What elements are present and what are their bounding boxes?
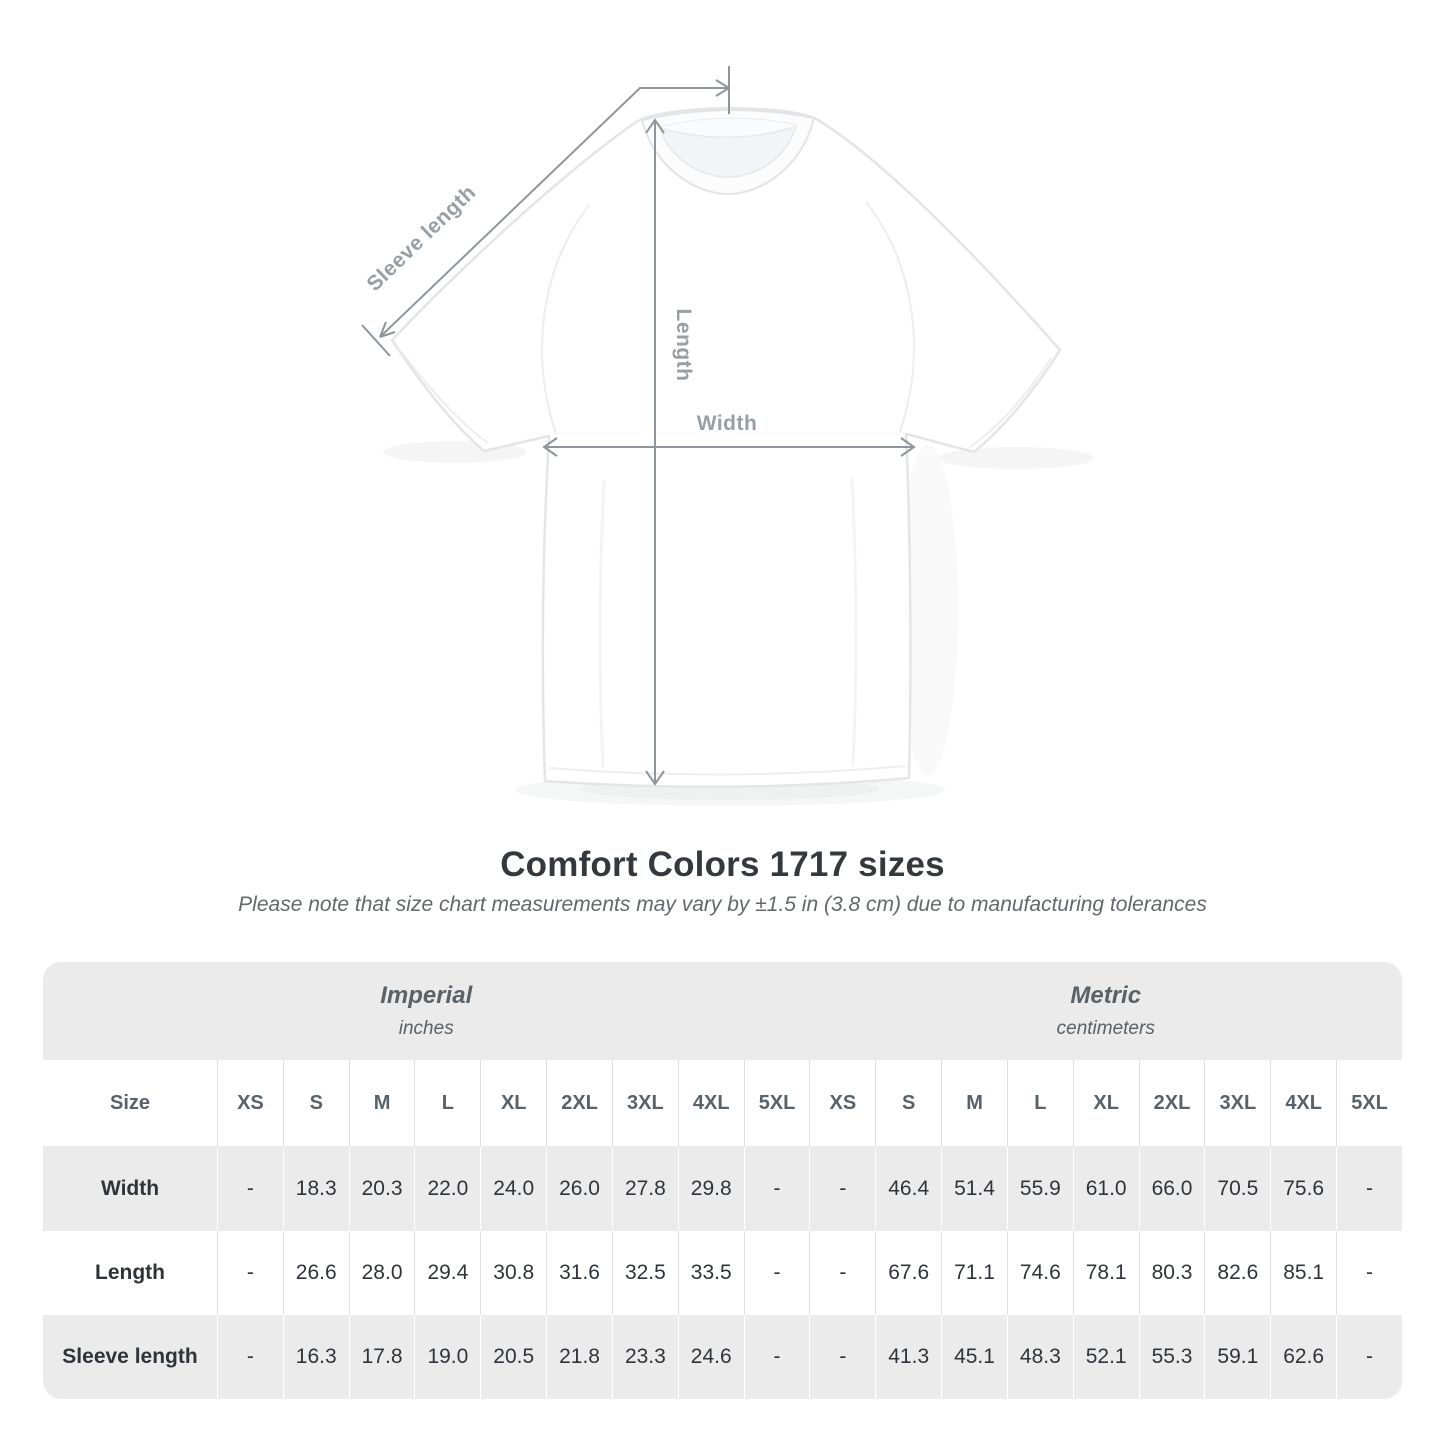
value-cell: 17.8 xyxy=(349,1315,415,1399)
size-col-header: XL xyxy=(1073,1060,1139,1146)
value-cell: 23.3 xyxy=(612,1315,678,1399)
value-cell: - xyxy=(809,1146,875,1231)
metric-unit: centimeters xyxy=(1056,1017,1155,1039)
page-title: Comfort Colors 1717 sizes xyxy=(500,845,945,884)
size-chart-table xyxy=(43,962,1402,1399)
sleeve-length-label: Sleeve length xyxy=(362,180,481,296)
size-col-header: XL xyxy=(480,1060,546,1146)
size-col-header: 4XL xyxy=(678,1060,744,1146)
value-cell: 48.3 xyxy=(1007,1315,1073,1399)
value-cell: 71.1 xyxy=(941,1231,1007,1315)
value-cell: 52.1 xyxy=(1073,1315,1139,1399)
value-cell: 80.3 xyxy=(1139,1231,1205,1315)
length-label: Length xyxy=(672,308,695,382)
table-row-length xyxy=(43,1231,1402,1315)
value-cell: 26.0 xyxy=(546,1146,612,1231)
value-cell: 32.5 xyxy=(612,1231,678,1315)
size-col-header: XS xyxy=(809,1060,875,1146)
value-cell: 51.4 xyxy=(941,1146,1007,1231)
value-cell: 29.4 xyxy=(414,1231,480,1315)
value-cell: - xyxy=(217,1146,283,1231)
value-cell: 46.4 xyxy=(875,1146,941,1231)
value-cell: 22.0 xyxy=(414,1146,480,1231)
value-cell: - xyxy=(217,1315,283,1399)
value-cell: 67.6 xyxy=(875,1231,941,1315)
value-cell: 26.6 xyxy=(283,1231,349,1315)
width-label: Width xyxy=(696,412,758,435)
size-col-header: M xyxy=(941,1060,1007,1146)
value-cell: 70.5 xyxy=(1204,1146,1270,1231)
size-col-header: 4XL xyxy=(1270,1060,1336,1146)
value-cell: - xyxy=(217,1231,283,1315)
imperial-title: Imperial xyxy=(380,982,473,1010)
value-cell: 19.0 xyxy=(414,1315,480,1399)
value-cell: 29.8 xyxy=(678,1146,744,1231)
table-row-sleeve-length xyxy=(43,1315,1402,1399)
value-cell: 24.0 xyxy=(480,1146,546,1231)
size-col-header: L xyxy=(1007,1060,1073,1146)
value-cell: - xyxy=(809,1315,875,1399)
row-label: Length xyxy=(43,1231,217,1315)
value-cell: 20.3 xyxy=(349,1146,415,1231)
size-col-header: 2XL xyxy=(546,1060,612,1146)
value-cell: - xyxy=(744,1315,810,1399)
value-cell: 45.1 xyxy=(941,1315,1007,1399)
value-cell: 24.6 xyxy=(678,1315,744,1399)
value-cell: 75.6 xyxy=(1270,1146,1336,1231)
value-cell: 28.0 xyxy=(349,1231,415,1315)
size-col-header: 2XL xyxy=(1139,1060,1205,1146)
size-col-header: 5XL xyxy=(1336,1060,1402,1146)
metric-header xyxy=(809,962,1402,1060)
row-label: Sleeve length xyxy=(43,1315,217,1399)
value-cell: 82.6 xyxy=(1204,1231,1270,1315)
size-col-header: S xyxy=(875,1060,941,1146)
value-cell: - xyxy=(1336,1146,1402,1231)
size-col-header: 5XL xyxy=(744,1060,810,1146)
size-col-header: XS xyxy=(217,1060,283,1146)
table-row-width xyxy=(43,1146,1402,1231)
value-cell: 74.6 xyxy=(1007,1231,1073,1315)
size-col-header: S xyxy=(283,1060,349,1146)
value-cell: - xyxy=(1336,1231,1402,1315)
size-col-header: L xyxy=(414,1060,480,1146)
size-col-header: M xyxy=(349,1060,415,1146)
value-cell: 59.1 xyxy=(1204,1315,1270,1399)
row-label: Width xyxy=(43,1146,217,1231)
value-cell: 55.3 xyxy=(1139,1315,1205,1399)
value-cell: 31.6 xyxy=(546,1231,612,1315)
value-cell: 16.3 xyxy=(283,1315,349,1399)
size-col-header: 3XL xyxy=(612,1060,678,1146)
value-cell: - xyxy=(744,1231,810,1315)
metric-title: Metric xyxy=(1070,982,1142,1010)
value-cell: - xyxy=(809,1231,875,1315)
value-cell: 66.0 xyxy=(1139,1146,1205,1231)
value-cell: 78.1 xyxy=(1073,1231,1139,1315)
value-cell: 55.9 xyxy=(1007,1146,1073,1231)
value-cell: - xyxy=(1336,1315,1402,1399)
value-cell: 41.3 xyxy=(875,1315,941,1399)
value-cell: 30.8 xyxy=(480,1231,546,1315)
value-cell: 62.6 xyxy=(1270,1315,1336,1399)
tolerance-note: Please note that size chart measurements may vary by ±1.5 in (3.8 cm) due to manufacturing tolerances xyxy=(238,893,1207,916)
value-cell: 33.5 xyxy=(678,1231,744,1315)
size-col-header: 3XL xyxy=(1204,1060,1270,1146)
value-cell: 21.8 xyxy=(546,1315,612,1399)
value-cell: - xyxy=(744,1146,810,1231)
value-cell: 85.1 xyxy=(1270,1231,1336,1315)
value-cell: 18.3 xyxy=(283,1146,349,1231)
size-chart xyxy=(43,962,1402,1399)
value-cell: 20.5 xyxy=(480,1315,546,1399)
value-cell: 61.0 xyxy=(1073,1146,1139,1231)
imperial-unit: inches xyxy=(398,1017,454,1039)
value-cell: 27.8 xyxy=(612,1146,678,1231)
imperial-header xyxy=(43,962,809,1060)
size-header-row xyxy=(43,1060,1402,1146)
unit-header-row xyxy=(43,962,1402,1060)
size-label: Size xyxy=(43,1060,217,1146)
